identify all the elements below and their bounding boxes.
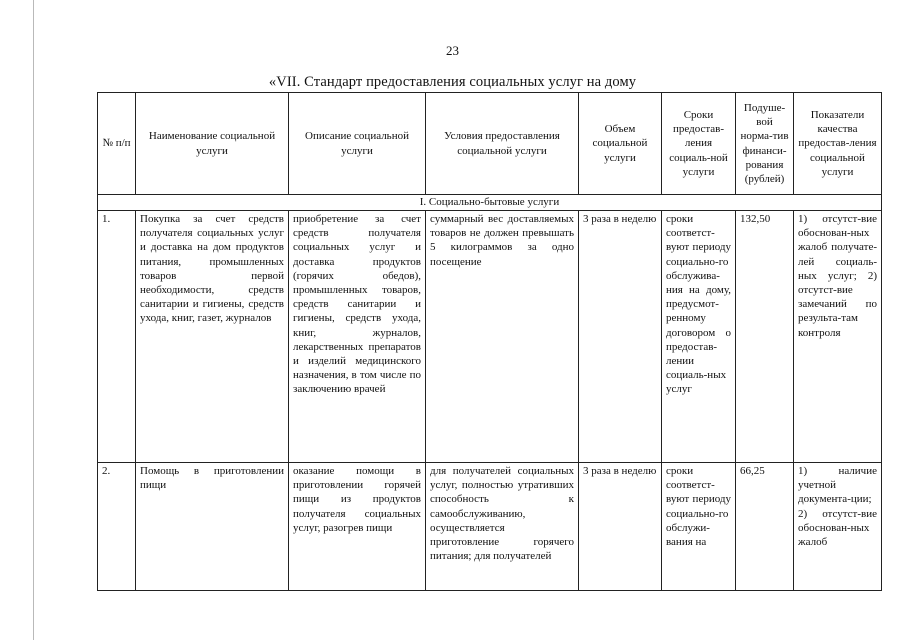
row-number: 2. [98,463,136,591]
section-title: I. Социально-бытовые услуги [98,195,882,211]
service-price: 132,50 [736,211,794,463]
table-row [98,463,882,591]
header-volume: Объем социальной услуги [579,93,662,195]
header-description: Описание социальной услуги [289,93,426,195]
service-conditions: для получателей социальных услуг, полностью утративших способность к самообслуживанию, осуществляется приготовление горячего питания; для получателей [426,463,579,591]
section-row [98,195,882,211]
service-terms: сроки соответст-вуют периоду социально-го обслужива-ния на дому, предусмот-ренному договором о предостав-лении социаль-ных услуг [662,211,736,463]
table-header-row [98,93,882,195]
binding-margin-line [33,0,34,640]
service-volume: 3 раза в неделю [579,211,662,463]
service-name: Помощь в приготовлении пищи [136,463,289,591]
service-quality: 1) наличие учетной документа-ции; 2) отсутст-вие обоснован-ных жалоб [794,463,882,591]
table-row [98,211,882,463]
page-number: 23 [446,43,459,58]
header-terms: Сроки предостав-ления социаль-ной услуги [662,93,736,195]
header-number: № п/п [98,93,136,195]
document-title: «VII. Стандарт предоставления социальных услуг на дому [268,74,637,90]
header-financing-norm: Подуше-вой норма-тив финанси-рования (рублей) [736,93,794,195]
service-price: 66,25 [736,463,794,591]
row-number: 1. [98,211,136,463]
header-conditions: Условия предоставления социальной услуги [426,93,579,195]
services-standard-table [97,92,882,591]
service-name: Покупка за счет средств получателя социальных услуг и доставка на дом продуктов питания, промышленных товаров первой необходимости, средств санитарии и гигиены, средств ухода, книг, газет, журналов [136,211,289,463]
header-quality: Показатели качества предостав-ления социальной услуги [794,93,882,195]
service-description: приобретение за счет средств получателя социальных услуг и доставка продуктов (горячих обедов), промышленных товаров, средств санитарии и гигиены, средств ухода, книг, журналов, лекарственных препаратов и изделий медицинского назначения, в том числе по заключению врачей [289,211,426,463]
service-terms: сроки соответст-вуют периоду социально-го обслужи-вания на [662,463,736,591]
service-description: оказание помощи в приготовлении горячей пищи из продуктов получателя социальных услуг, разогрев пищи [289,463,426,591]
service-conditions: суммарный вес доставляемых товаров не должен превышать 5 килограммов за одно посещение [426,211,579,463]
service-quality: 1) отсутст-вие обоснован-ных жалоб получате-лей социаль-ных услуг; 2) отсутст-вие замечаний по результа-там контроля [794,211,882,463]
service-volume: 3 раза в неделю [579,463,662,591]
header-service-name: Наименование социальной услуги [136,93,289,195]
